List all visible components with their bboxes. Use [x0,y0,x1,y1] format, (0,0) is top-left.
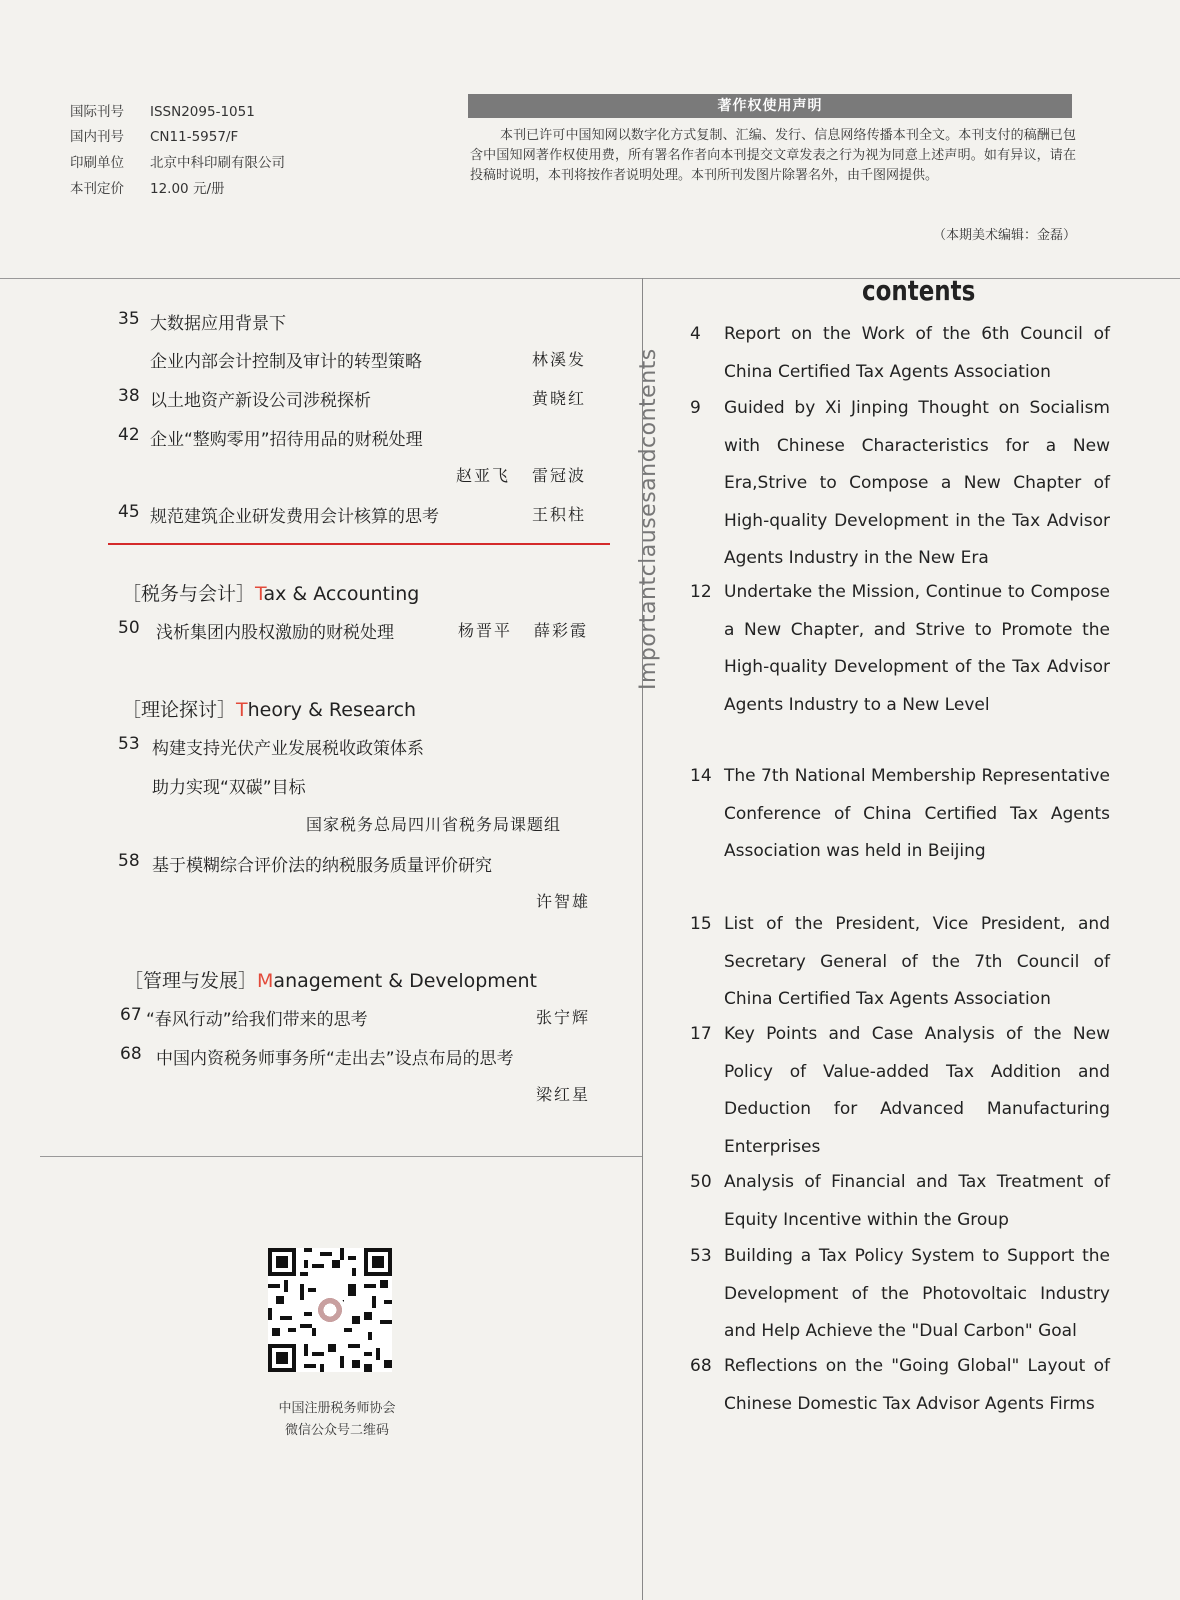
entry-67-num: 67 [120,1005,142,1025]
entry-45-title: 规范建筑企业研发费用会计核算的思考 [150,507,439,527]
qr-caption: 中国注册税务师协会 微信公众号二维码 [278,1401,396,1438]
entry-53-title2: 助力实现“双碳”目标 [152,778,306,798]
section-theory-research: ［理论探讨］Theory & Research [122,699,417,721]
contents-item: 4 Report on the Work of the 6th Council of China Certified Tax Agents Association [690,324,1110,382]
entry-68-title: 中国内资税务师事务所“走出去”设点布局的思考 [156,1049,514,1069]
info-issn: 国际刊号 ISSN2095-1051 [70,104,255,120]
entry-67-author: 张宁辉 [536,1008,591,1027]
entry-50-author2: 薛彩霞 [534,621,589,640]
copyright-title: 著作权使用声明 [468,94,1072,118]
contents-item: 9 Guided by Xi Jinping Thought on Socialism with Chinese Characteristics for a New Era,Strive to Compose a New Chapter of High-quality Development in the Tax Advisor Agents Industry in the New Era [690,398,1110,568]
contents-item: 17 Key Points and Case Analysis of the New Policy of Value-added Tax Addition and Deduction for Advanced Manufacturing Enterprises [690,1024,1110,1157]
entry-35-title1: 大数据应用背景下 [150,314,286,334]
contents-item: 68 Reflections on the "Going Global" Layout of Chinese Domestic Tax Advisor Agents Firms [690,1356,1110,1414]
entry-58-num: 58 [118,851,140,871]
entry-50-num: 50 [118,618,140,638]
entry-58-title: 基于模糊综合评价法的纳税服务质量评价研究 [152,856,492,876]
info-price: 本刊定价 12.00 元/册 [70,181,225,197]
entry-50-author1: 杨晋平 [458,621,513,640]
entry-38-title: 以土地资产新设公司涉税探析 [150,391,371,411]
entry-35-author: 林溪发 [532,350,587,369]
entry-45-author: 王积柱 [532,505,587,524]
contents-item: 53 Building a Tax Policy System to Support the Development of the Photovoltaic Industry and Help Achieve the "Dual Carbon" Goal [690,1246,1110,1341]
red-underline [108,543,610,545]
entry-38-author: 黄晓红 [532,389,587,408]
info-cn: 国内刊号 CN11-5957/F [70,129,239,145]
section-tax-accounting: ［税务与会计］Tax & Accounting [122,583,420,605]
divider-left-bottom [40,1156,642,1157]
entry-45-num: 45 [118,502,140,522]
entry-53-author: 国家税务总局四川省税务局课题组 [306,815,562,834]
entry-42-title: 企业“整购零用”招待用品的财税处理 [150,430,423,450]
entry-53-num: 53 [118,734,140,754]
contents-title: contents [862,274,976,307]
entry-68-author: 梁红星 [536,1085,591,1104]
divider-top [0,278,1180,279]
entry-53-title1: 构建支持光伏产业发展税收政策体系 [152,739,424,759]
contents-item: 50 Analysis of Financial and Tax Treatment of Equity Incentive within the Group [690,1172,1110,1230]
entry-42-author1: 赵亚飞 [456,466,511,485]
contents-item: 15 List of the President, Vice President, and Secretary General of the 7th Council of China Certified Tax Agents Association [690,914,1110,1009]
vertical-label: Importantclausesandcontents [636,348,661,690]
qr-code [268,1248,392,1372]
entry-35-num: 35 [118,309,140,329]
entry-50-title: 浅析集团内股权激励的财税处理 [156,623,394,643]
contents-item: 12 Undertake the Mission, Continue to Compose a New Chapter, and Strive to Promote the High-quality Development of the Tax Advisor Agents Industry to a New Level [690,582,1110,715]
entry-35-title2: 企业内部会计控制及审计的转型策略 [150,352,422,372]
entry-68-num: 68 [120,1044,142,1064]
entry-67-title: “春风行动”给我们带来的思考 [146,1010,368,1030]
section-management-development: ［管理与发展］Management & Development [124,970,537,992]
art-editor: （本期美术编辑：金磊） [932,228,1076,243]
entry-38-num: 38 [118,386,140,406]
entry-42-author2: 雷冠波 [532,466,587,485]
entry-58-author: 许智雄 [536,892,591,911]
info-printer: 印刷单位 北京中科印刷有限公司 [70,155,285,171]
contents-item: 14 The 7th National Membership Representative Conference of China Certified Tax Agents Association was held in Beijing [690,766,1110,861]
copyright-text: 本刊已许可中国知网以数字化方式复制、汇编、发行、信息网络传播本刊全文。本刊支付的稿酬已包含中国知网著作权使用费，所有署名作者向本刊提交文章发表之行为视为同意上述声明。如有异议，请在投稿时说明，本刊将按作者说明处理。本刊所刊发图片除署名外，由千图网提供。 [470,128,1076,183]
entry-42-num: 42 [118,425,140,445]
